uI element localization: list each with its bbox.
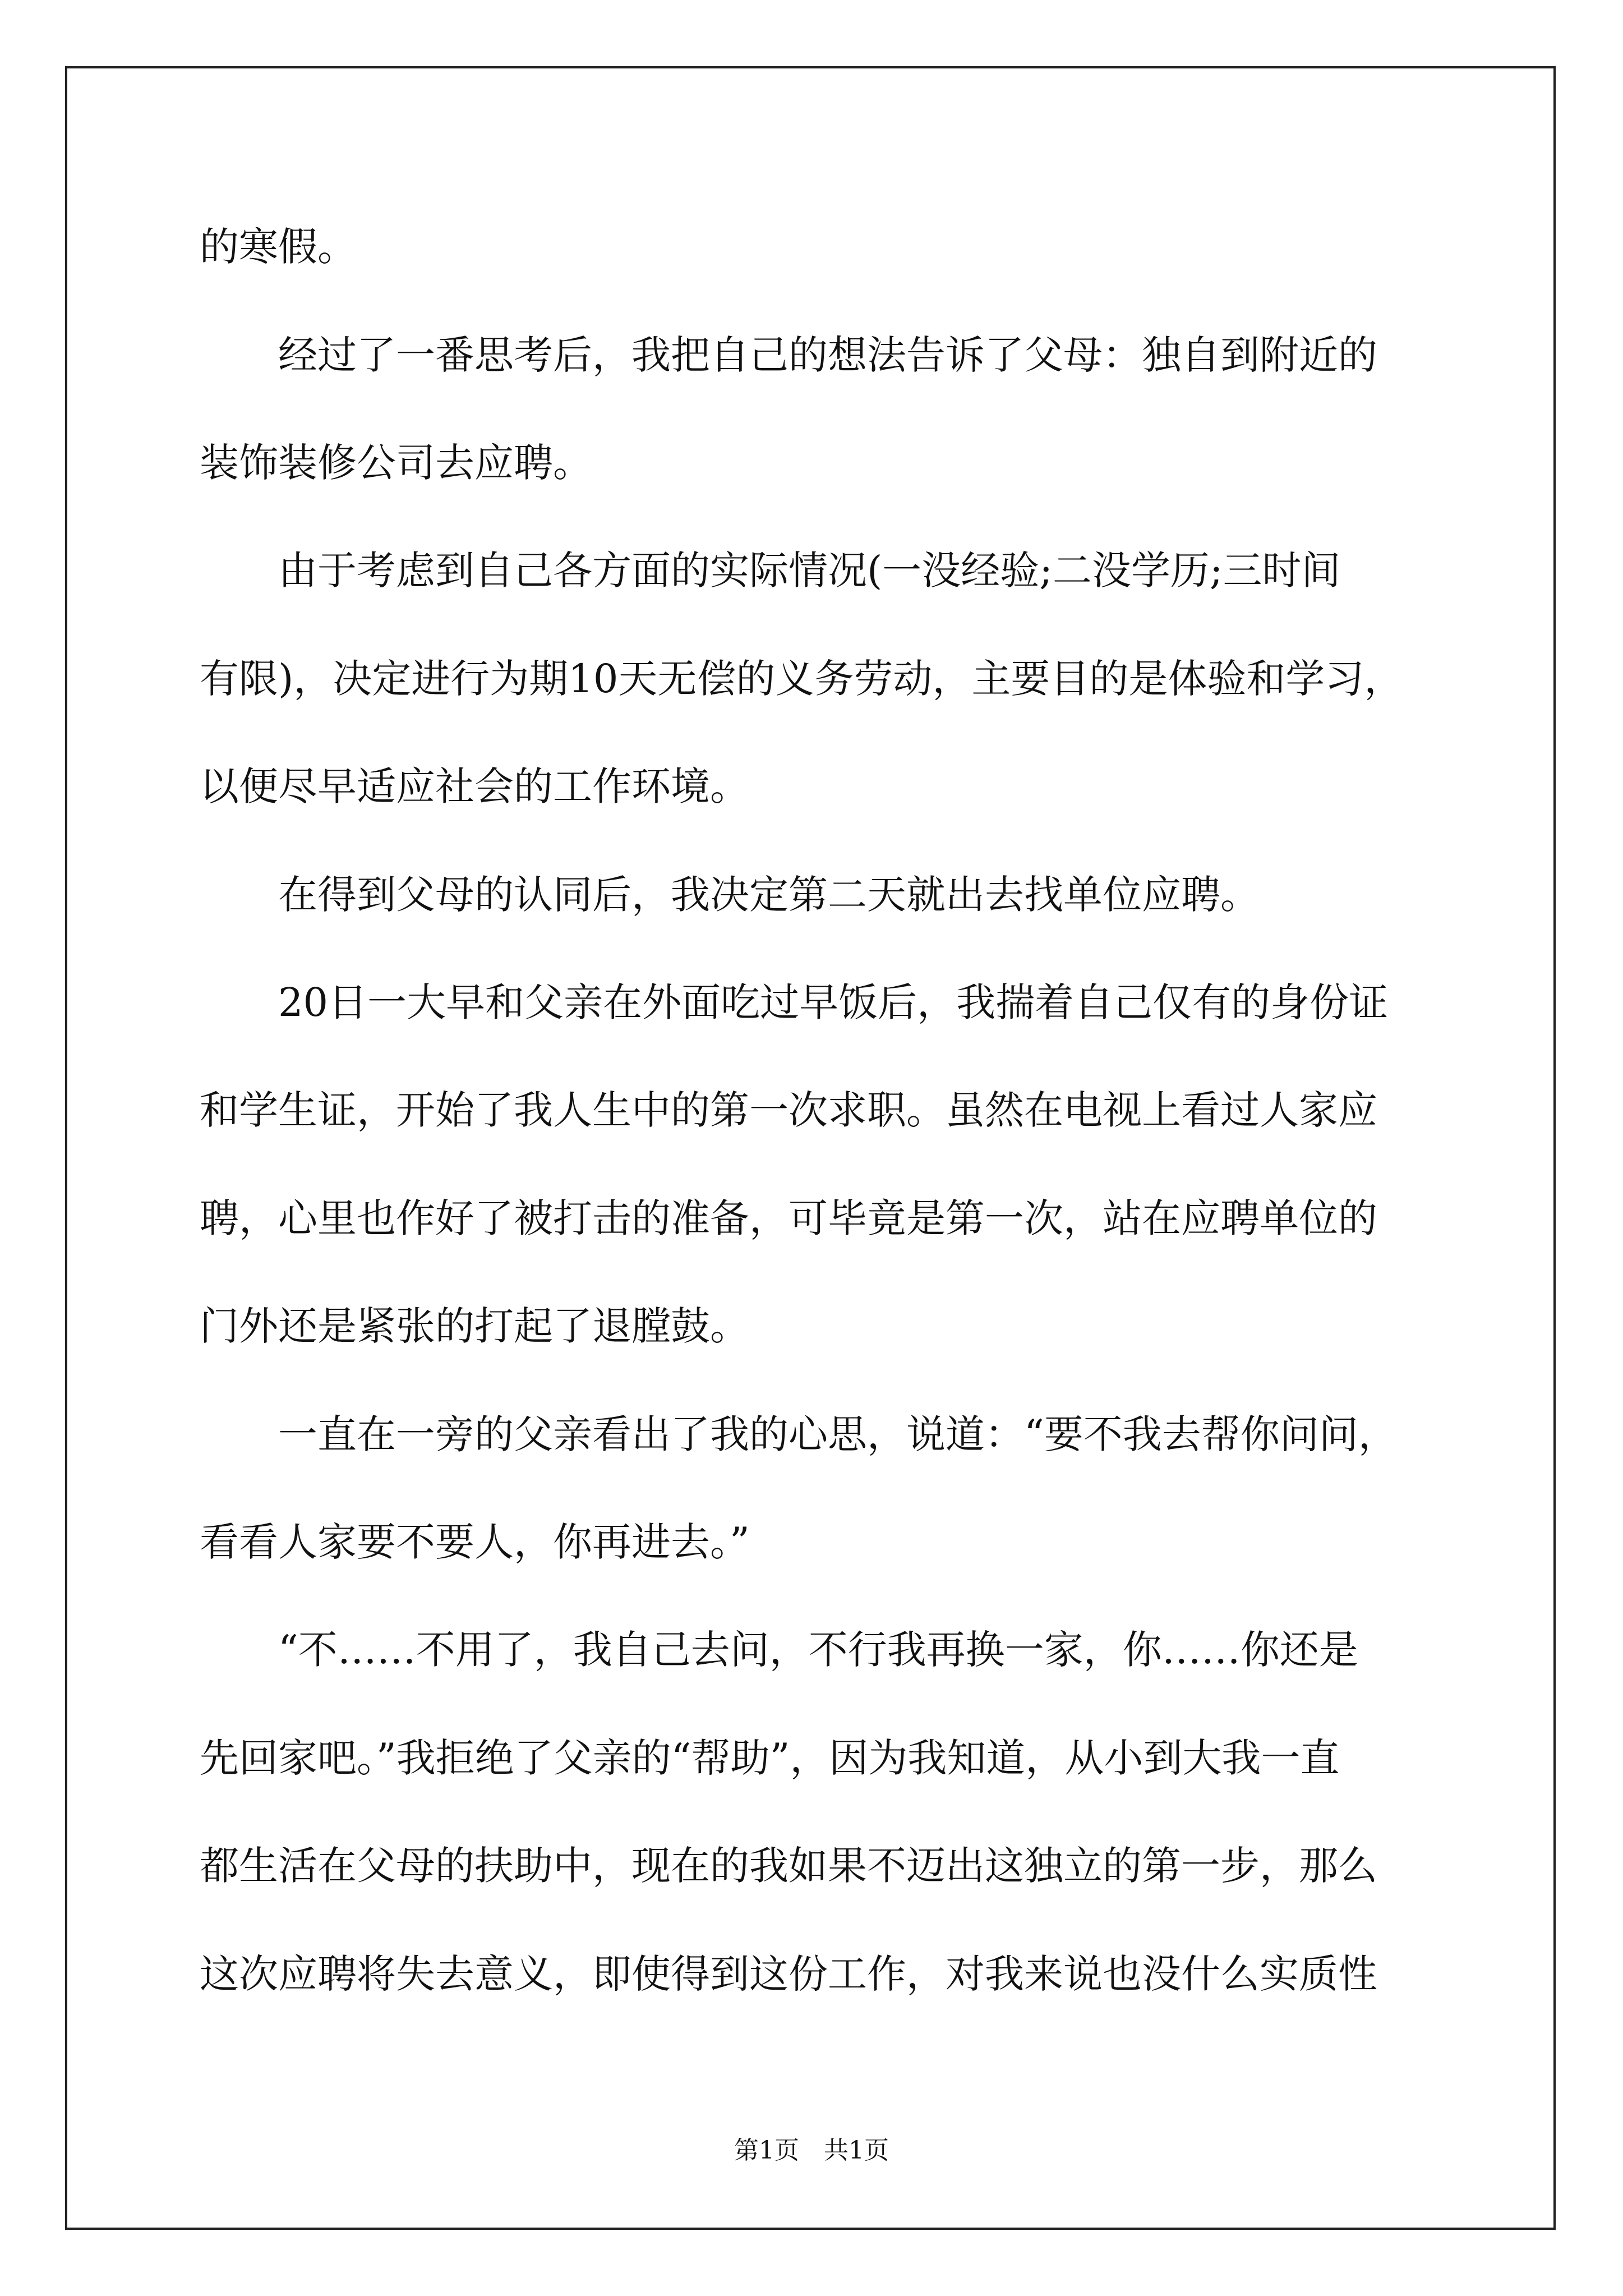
text-line: 先回家吧。”我拒绝了父亲的“帮助”，因为我知道，从小到大我一直	[200, 1735, 1340, 1781]
text-line: 装饰装修公司去应聘。	[200, 440, 592, 486]
text-line: “不……不用了，我自己去问，不行我再换一家，你……你还是	[200, 1627, 1358, 1673]
text-line: 以便尽早适应社会的工作环境。	[200, 763, 749, 809]
text-line: 的寒假。	[200, 224, 357, 270]
text-line: 有限)，决定进行为期10天无偿的义务劳动，主要目的是体验和学习，	[200, 656, 1404, 702]
page-border	[65, 66, 1556, 2230]
text-line: 由于考虑到自己各方面的实际情况(一没经验;二没学历;三时间	[200, 547, 1341, 593]
page-footer: 第1页 共1页	[734, 2136, 889, 2165]
text-line: 一直在一旁的父亲看出了我的心思，说道：“要不我去帮你问问，	[200, 1411, 1398, 1457]
text-line: 聘，心里也作好了被打击的准备，可毕竟是第一次，站在应聘单位的	[200, 1195, 1377, 1241]
text-line: 经过了一番思考后，我把自己的想法告诉了父母：独自到附近的	[200, 332, 1377, 378]
text-line: 门外还是紧张的打起了退膛鼓。	[200, 1303, 749, 1349]
text-line: 这次应聘将失去意义，即使得到这份工作，对我来说也没什么实质性	[200, 1951, 1377, 1997]
text-line: 20日一大早和父亲在外面吃过早饭后，我揣着自己仅有的身份证	[200, 979, 1389, 1025]
text-line: 看看人家要不要人，你再进去。”	[200, 1519, 750, 1565]
text-line: 和学生证，开始了我人生中的第一次求职。虽然在电视上看过人家应	[200, 1087, 1377, 1133]
text-line: 都生活在父母的扶助中，现在的我如果不迈出这独立的第一步，那么	[200, 1843, 1377, 1889]
text-line: 在得到父母的认同后，我决定第二天就出去找单位应聘。	[200, 872, 1260, 918]
